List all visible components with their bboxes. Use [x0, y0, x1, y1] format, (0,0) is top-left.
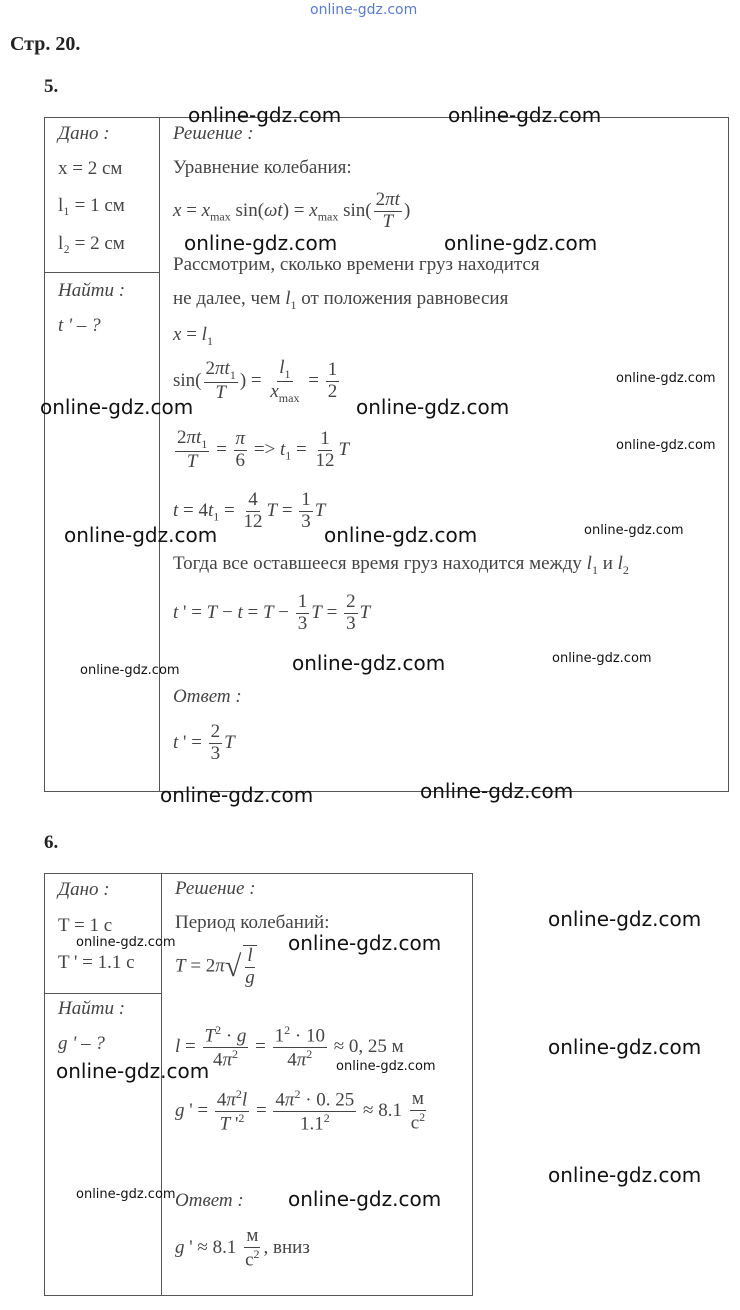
watermark: online-gdz.com [616, 438, 716, 453]
task-5-formula-t-prime: t ' = T − t = T − $\frac{1}{3}$ T = $\frac{2}{3}$ T [173, 591, 371, 634]
task-6-given-2: T ' = 1.1 с [58, 952, 135, 973]
watermark: online-gdz.com [80, 663, 180, 678]
task-6-formula-l: l = $\frac{T^2 \cdot g}{4\pi^2}$ = $\frac{1^2 \cdot 10}{4\pi^2}$ ≈ 0, 25 м [175, 1023, 404, 1071]
watermark: online-gdz.com [548, 1163, 702, 1187]
watermark: online-gdz.com [548, 1035, 702, 1059]
task-6-solution-label: Решение : [175, 878, 256, 899]
task-5-find-label: Найти : [58, 280, 126, 301]
task-5-number: 5. [44, 76, 59, 97]
task-5-given-divider [44, 272, 160, 273]
watermark: online-gdz.com [56, 1059, 210, 1083]
task-5-and: и [602, 553, 613, 574]
top-watermark: online-gdz.com [310, 2, 418, 18]
watermark: online-gdz.com [444, 231, 598, 255]
watermark: online-gdz.com [448, 103, 602, 127]
task-5-line-3-a: не далее, чем [173, 288, 281, 309]
watermark: online-gdz.com [76, 1187, 176, 1202]
page-label: Стр. 20. [10, 33, 81, 55]
task-5-solution-label: Решение : [173, 123, 254, 144]
watermark: online-gdz.com [420, 779, 574, 803]
task-6-find: g ' – ? [58, 1033, 105, 1054]
task-6-answer-label: Ответ : [175, 1190, 244, 1211]
task-6-line-1: Период колебаний: [175, 912, 330, 933]
task-5-line-2: Рассмотрим, сколько времени груз находится [173, 254, 540, 275]
watermark: online-gdz.com [160, 783, 314, 807]
task-5-answer: t ' = $\frac{2}{3}$ T [173, 721, 235, 764]
watermark: online-gdz.com [584, 523, 684, 538]
task-5-divider [159, 117, 160, 792]
task-5-given-3: l₂ = 2 см [58, 233, 125, 254]
task-5-given-label: Дано : [58, 123, 110, 144]
watermark: online-gdz.com [288, 1187, 442, 1211]
watermark: online-gdz.com [324, 523, 478, 547]
task-5-formula-t1: $\frac{2\pi t_1}{T}$ = $\frac{\pi}{6}$ => $t_1$ = $\frac{1}{12}$ T [177, 427, 350, 472]
task-6-number: 6. [44, 832, 59, 853]
watermark: online-gdz.com [292, 651, 446, 675]
watermark: online-gdz.com [336, 1059, 436, 1074]
task-6-formula-g-prime: g ' = $\frac{4\pi^2l}{T '^2}$ = $\frac{4\pi^2 \cdot 0. 25}{1.1^2}$ ≈ 8.1 $\frac{м}{с^2}$ [175, 1087, 426, 1135]
watermark: online-gdz.com [64, 523, 218, 547]
task-5-line-3-b: от положения равновесия [301, 288, 509, 309]
task-6-given-1: T = 1 с [58, 915, 113, 936]
task-5-line-4: Тогда все оставшееся время груз находится между $l_1$ и $l_2$ [173, 553, 629, 577]
task-5-formula-x-l1: $x = l_1$ [173, 324, 213, 348]
task-5-line-3: не далее, чем $l_1$ от положения равновесия [173, 288, 509, 312]
task-6-find-label: Найти : [58, 998, 126, 1019]
watermark: online-gdz.com [188, 103, 342, 127]
task-5-formula-equation: $x = x_{max}$ $\sin(\omega t) = x_{max}$ sin( $\frac{2\pi t}{T}$ ) [173, 189, 411, 232]
watermark: online-gdz.com [548, 907, 702, 931]
task-5-line-1: Уравнение колебания: [173, 157, 352, 178]
task-5-given-2: l₁ = 1 см [58, 195, 125, 216]
task-5-line-4-a: Тогда все оставшееся время груз находится между [173, 553, 582, 574]
task-5-formula-t: $t = 4t_1$ = $\frac{4}{12}$ T = $\frac{1}{3}$ T [173, 489, 326, 532]
watermark: online-gdz.com [616, 371, 716, 386]
task-5-answer-label: Ответ : [173, 686, 242, 707]
watermark: online-gdz.com [288, 931, 442, 955]
watermark: online-gdz.com [356, 395, 510, 419]
watermark: online-gdz.com [184, 231, 338, 255]
task-6-answer-tail: , вниз [263, 1236, 310, 1258]
task-5-find: t ' – ? [58, 315, 101, 336]
task-6-given-divider [44, 993, 162, 994]
watermark: online-gdz.com [40, 395, 194, 419]
task-5-given-1: x = 2 см [58, 158, 123, 179]
task-5-formula-sin: sin( $\frac{2\pi t_1}{T}$ ) = $\frac{l_1}{x_{max}}$ = $\frac{1}{2}$ [173, 357, 338, 405]
watermark: online-gdz.com [552, 651, 652, 666]
task-6-answer: g ' ≈ 8.1 $\frac{м}{с^2}$ , вниз [175, 1225, 310, 1271]
task-6-given-label: Дано : [58, 879, 110, 900]
watermark: online-gdz.com [76, 935, 176, 950]
task-6-formula-period: T = 2π√ $\frac{l}{g}$ [175, 945, 255, 988]
